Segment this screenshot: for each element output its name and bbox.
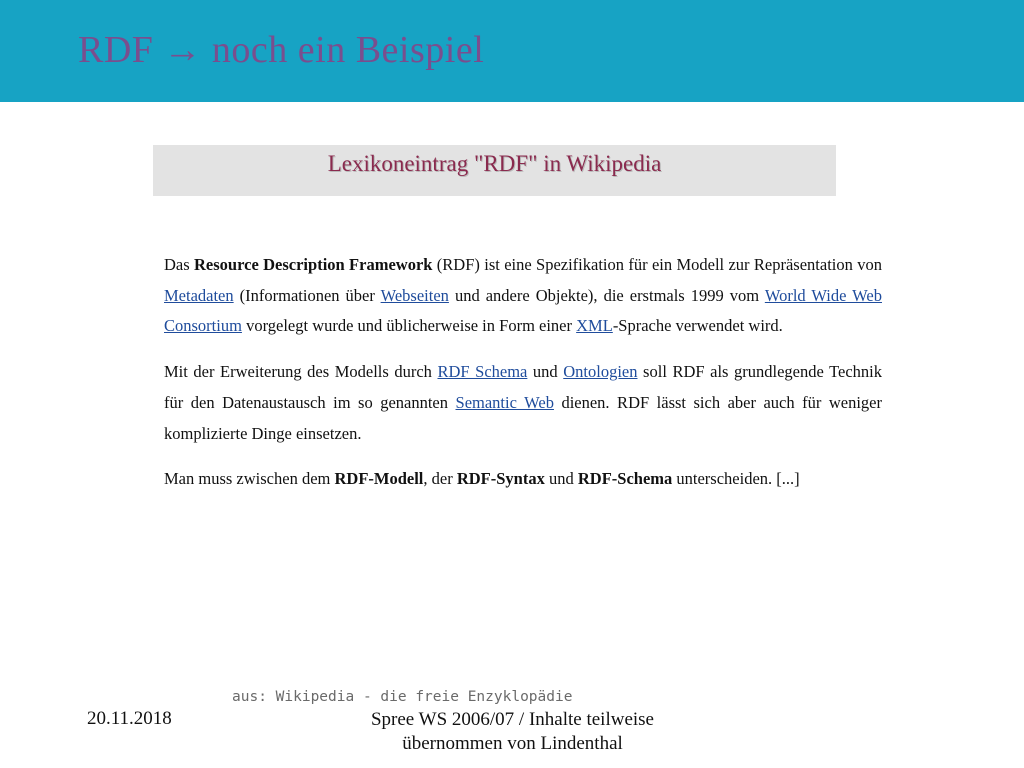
link-rdf-schema[interactable]: RDF Schema xyxy=(437,362,528,382)
source-caption: aus: Wikipedia - die freie Enzyklopädie xyxy=(232,689,573,705)
term-resource-description-framework: Resource Description Framework xyxy=(194,255,433,274)
footer-credit: Spree WS 2006/07 / Inhalte teilweise übernommen von Lindenthal xyxy=(370,709,654,754)
term-rdf-syntax: RDF-Syntax xyxy=(456,469,545,489)
link-world-wide-web-consortium[interactable]: World Wide Web Consortium xyxy=(164,285,882,336)
article-paragraph-3 xyxy=(164,464,882,495)
article-paragraph-2 xyxy=(164,357,882,449)
term-rdf-schema: RDF-Schema xyxy=(577,469,673,489)
text-run: und xyxy=(544,469,578,489)
term-rdf-modell: RDF-Modell xyxy=(334,469,424,489)
article-title: Lexikoneintrag "RDF" in Wikipedia xyxy=(327,151,662,176)
text-run: vorgelegt wurde und üblicherweise in Form einer xyxy=(241,316,577,336)
link-metadaten[interactable]: Metadaten xyxy=(164,285,234,305)
header-divider xyxy=(0,102,1024,105)
text-run: (Informationen über xyxy=(233,285,381,305)
article-body xyxy=(164,250,882,510)
article-paragraph-1 xyxy=(164,250,882,342)
text-run: unterscheiden. [...] xyxy=(672,469,800,489)
text-run: Mit der Erweiterung des Modells durch xyxy=(164,362,438,382)
link-xml[interactable]: XML xyxy=(576,316,613,336)
text-run: dienen. RDF lässt sich aber auch für weniger komplizierte Dinge einsetzen. xyxy=(164,392,882,443)
text-run: , der xyxy=(423,469,457,489)
text-run: und xyxy=(527,362,564,382)
text-run: und andere Objekte), die erstmals 1999 vom xyxy=(448,285,765,305)
text-run: -Sprache verwendet wird. xyxy=(612,316,783,336)
link-webseiten[interactable]: Webseiten xyxy=(380,285,449,305)
text-run: soll RDF als grundlegende Technik für den Datenaustausch im so genannten xyxy=(164,362,882,412)
text-run: Das xyxy=(164,255,195,274)
link-semantic-web[interactable]: Semantic Web xyxy=(455,392,554,412)
text-run: Man muss zwischen dem xyxy=(164,469,335,489)
article-title-box xyxy=(153,145,836,196)
text-run: (RDF) ist eine Spezifikation für ein Modell zur Repräsentation von xyxy=(432,255,882,274)
link-ontologien[interactable]: Ontologien xyxy=(563,362,638,382)
slide-title: RDF → noch ein Beispiel xyxy=(78,29,485,71)
footer-date: 20.11.2018 xyxy=(87,708,172,729)
